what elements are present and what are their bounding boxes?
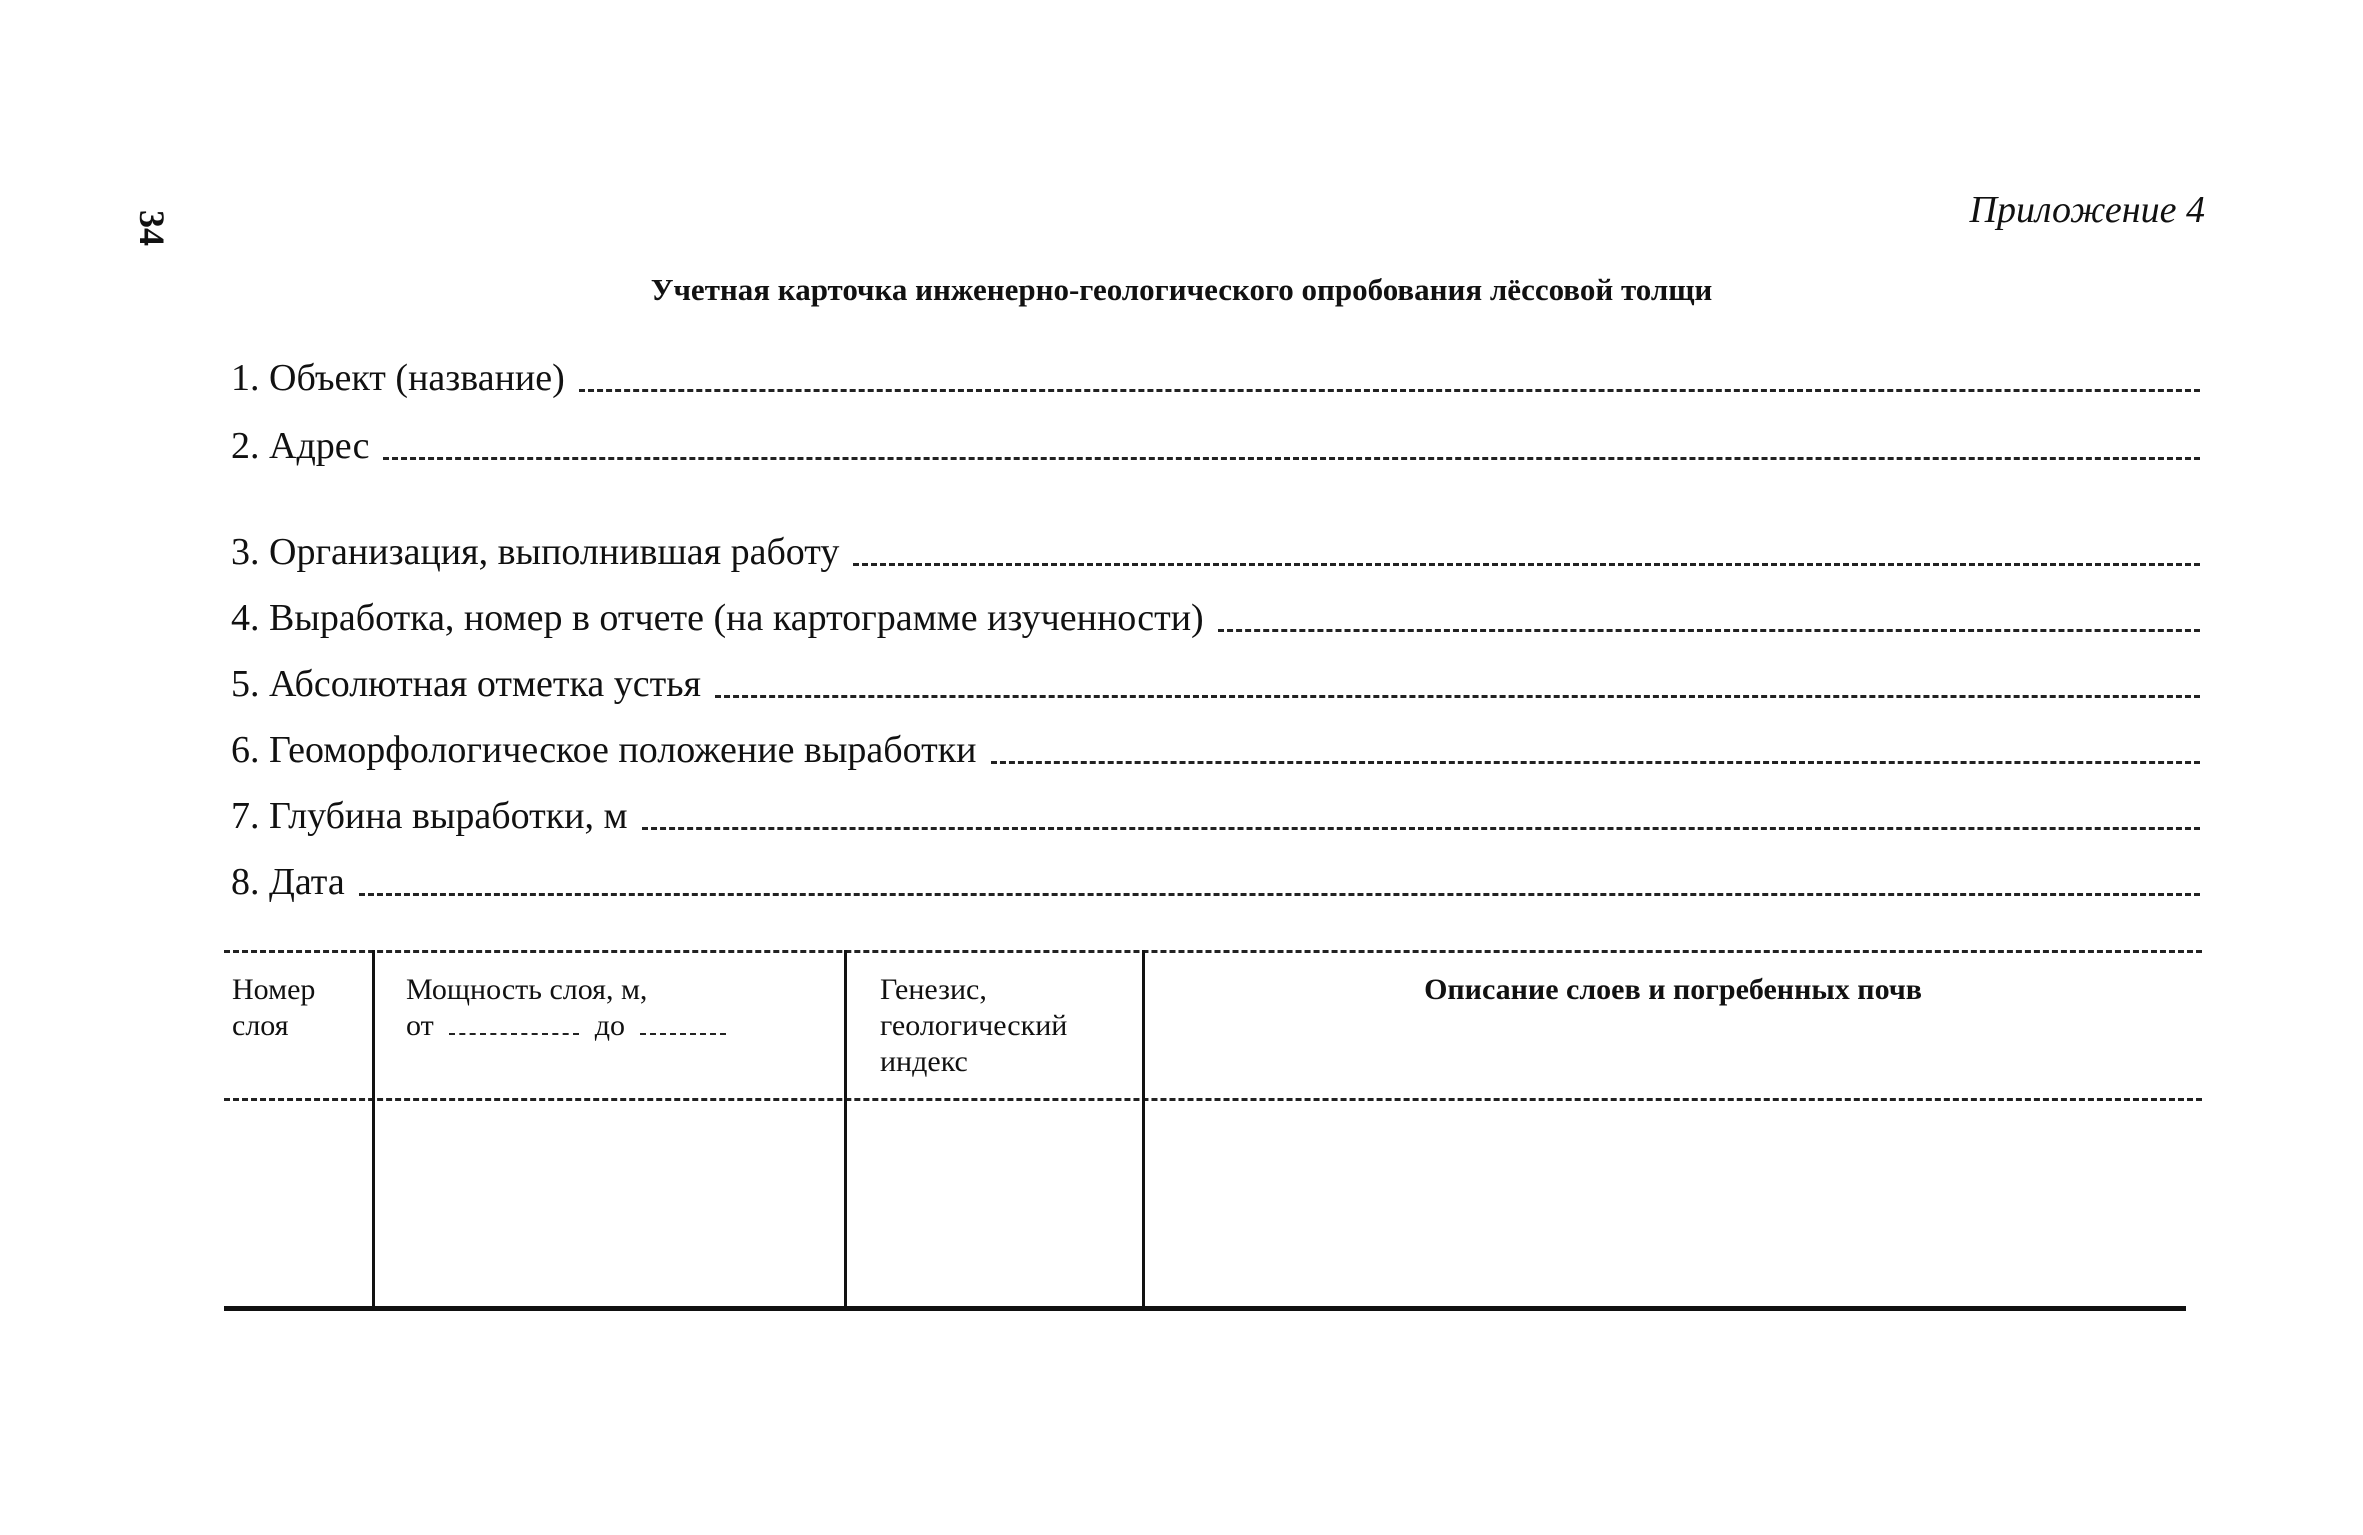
field-date-line[interactable] xyxy=(359,893,2200,896)
layers-table xyxy=(224,950,2202,1310)
field-organization-label: 3. Организация, выполнившая работу xyxy=(231,531,840,573)
field-address xyxy=(231,424,2200,468)
field-organization-line[interactable] xyxy=(853,563,2200,566)
field-excavation-number-label: 4. Выработка, номер в отчете (на картограмме изученности) xyxy=(231,597,1204,639)
field-depth-label: 7. Глубина выработки, м xyxy=(231,795,628,837)
table-body-cell-1[interactable] xyxy=(224,1102,372,1304)
thickness-from-line[interactable] xyxy=(449,1033,579,1035)
thickness-to-label: до xyxy=(594,1009,625,1042)
table-body-cell-3[interactable] xyxy=(847,1102,1142,1304)
col-layer-number-header: Номер слоя xyxy=(232,973,316,1042)
field-mouth-elevation-label: 5. Абсолютная отметка устья xyxy=(231,663,702,705)
table-body-cell-4[interactable] xyxy=(1145,1102,2185,1304)
field-depth-line[interactable] xyxy=(642,827,2200,830)
field-object xyxy=(231,356,2200,400)
field-address-line[interactable] xyxy=(383,457,2200,460)
field-object-label: 1. Объект (название) xyxy=(231,357,565,399)
field-geomorphology-label: 6. Геоморфологическое положение выработки xyxy=(231,729,977,771)
appendix-label: Приложение 4 xyxy=(1969,189,2205,231)
table-body-cell-2[interactable] xyxy=(375,1102,844,1304)
thickness-to-line[interactable] xyxy=(640,1033,726,1035)
field-organization xyxy=(231,530,2200,574)
table-header-rule xyxy=(224,1098,2202,1101)
table-bottom-rule xyxy=(224,1306,2186,1311)
field-excavation-number xyxy=(231,596,2200,640)
field-mouth-elevation xyxy=(231,662,2200,706)
field-date xyxy=(231,860,2200,904)
field-address-label: 2. Адрес xyxy=(231,425,370,467)
field-date-label: 8. Дата xyxy=(231,861,345,903)
card-title: Учетная карточка инженерно-геологического опробования лёссовой толщи xyxy=(650,272,1713,307)
field-depth xyxy=(231,794,2200,838)
field-excavation-number-line[interactable] xyxy=(1218,629,2200,632)
thickness-from-label: от xyxy=(406,1009,434,1042)
col-description-header: Описание слоев и погребенных почв xyxy=(1424,973,1922,1006)
col-thickness-header: Мощность слоя, м, от до xyxy=(406,972,734,1044)
table-top-rule xyxy=(224,950,2202,953)
col-genesis-header: Генезис, геологический индекс xyxy=(880,973,1068,1078)
field-object-line[interactable] xyxy=(579,389,2200,392)
page-number: 34 xyxy=(132,210,172,246)
field-geomorphology xyxy=(231,728,2200,772)
field-mouth-elevation-line[interactable] xyxy=(715,695,2200,698)
field-geomorphology-line[interactable] xyxy=(991,761,2200,764)
